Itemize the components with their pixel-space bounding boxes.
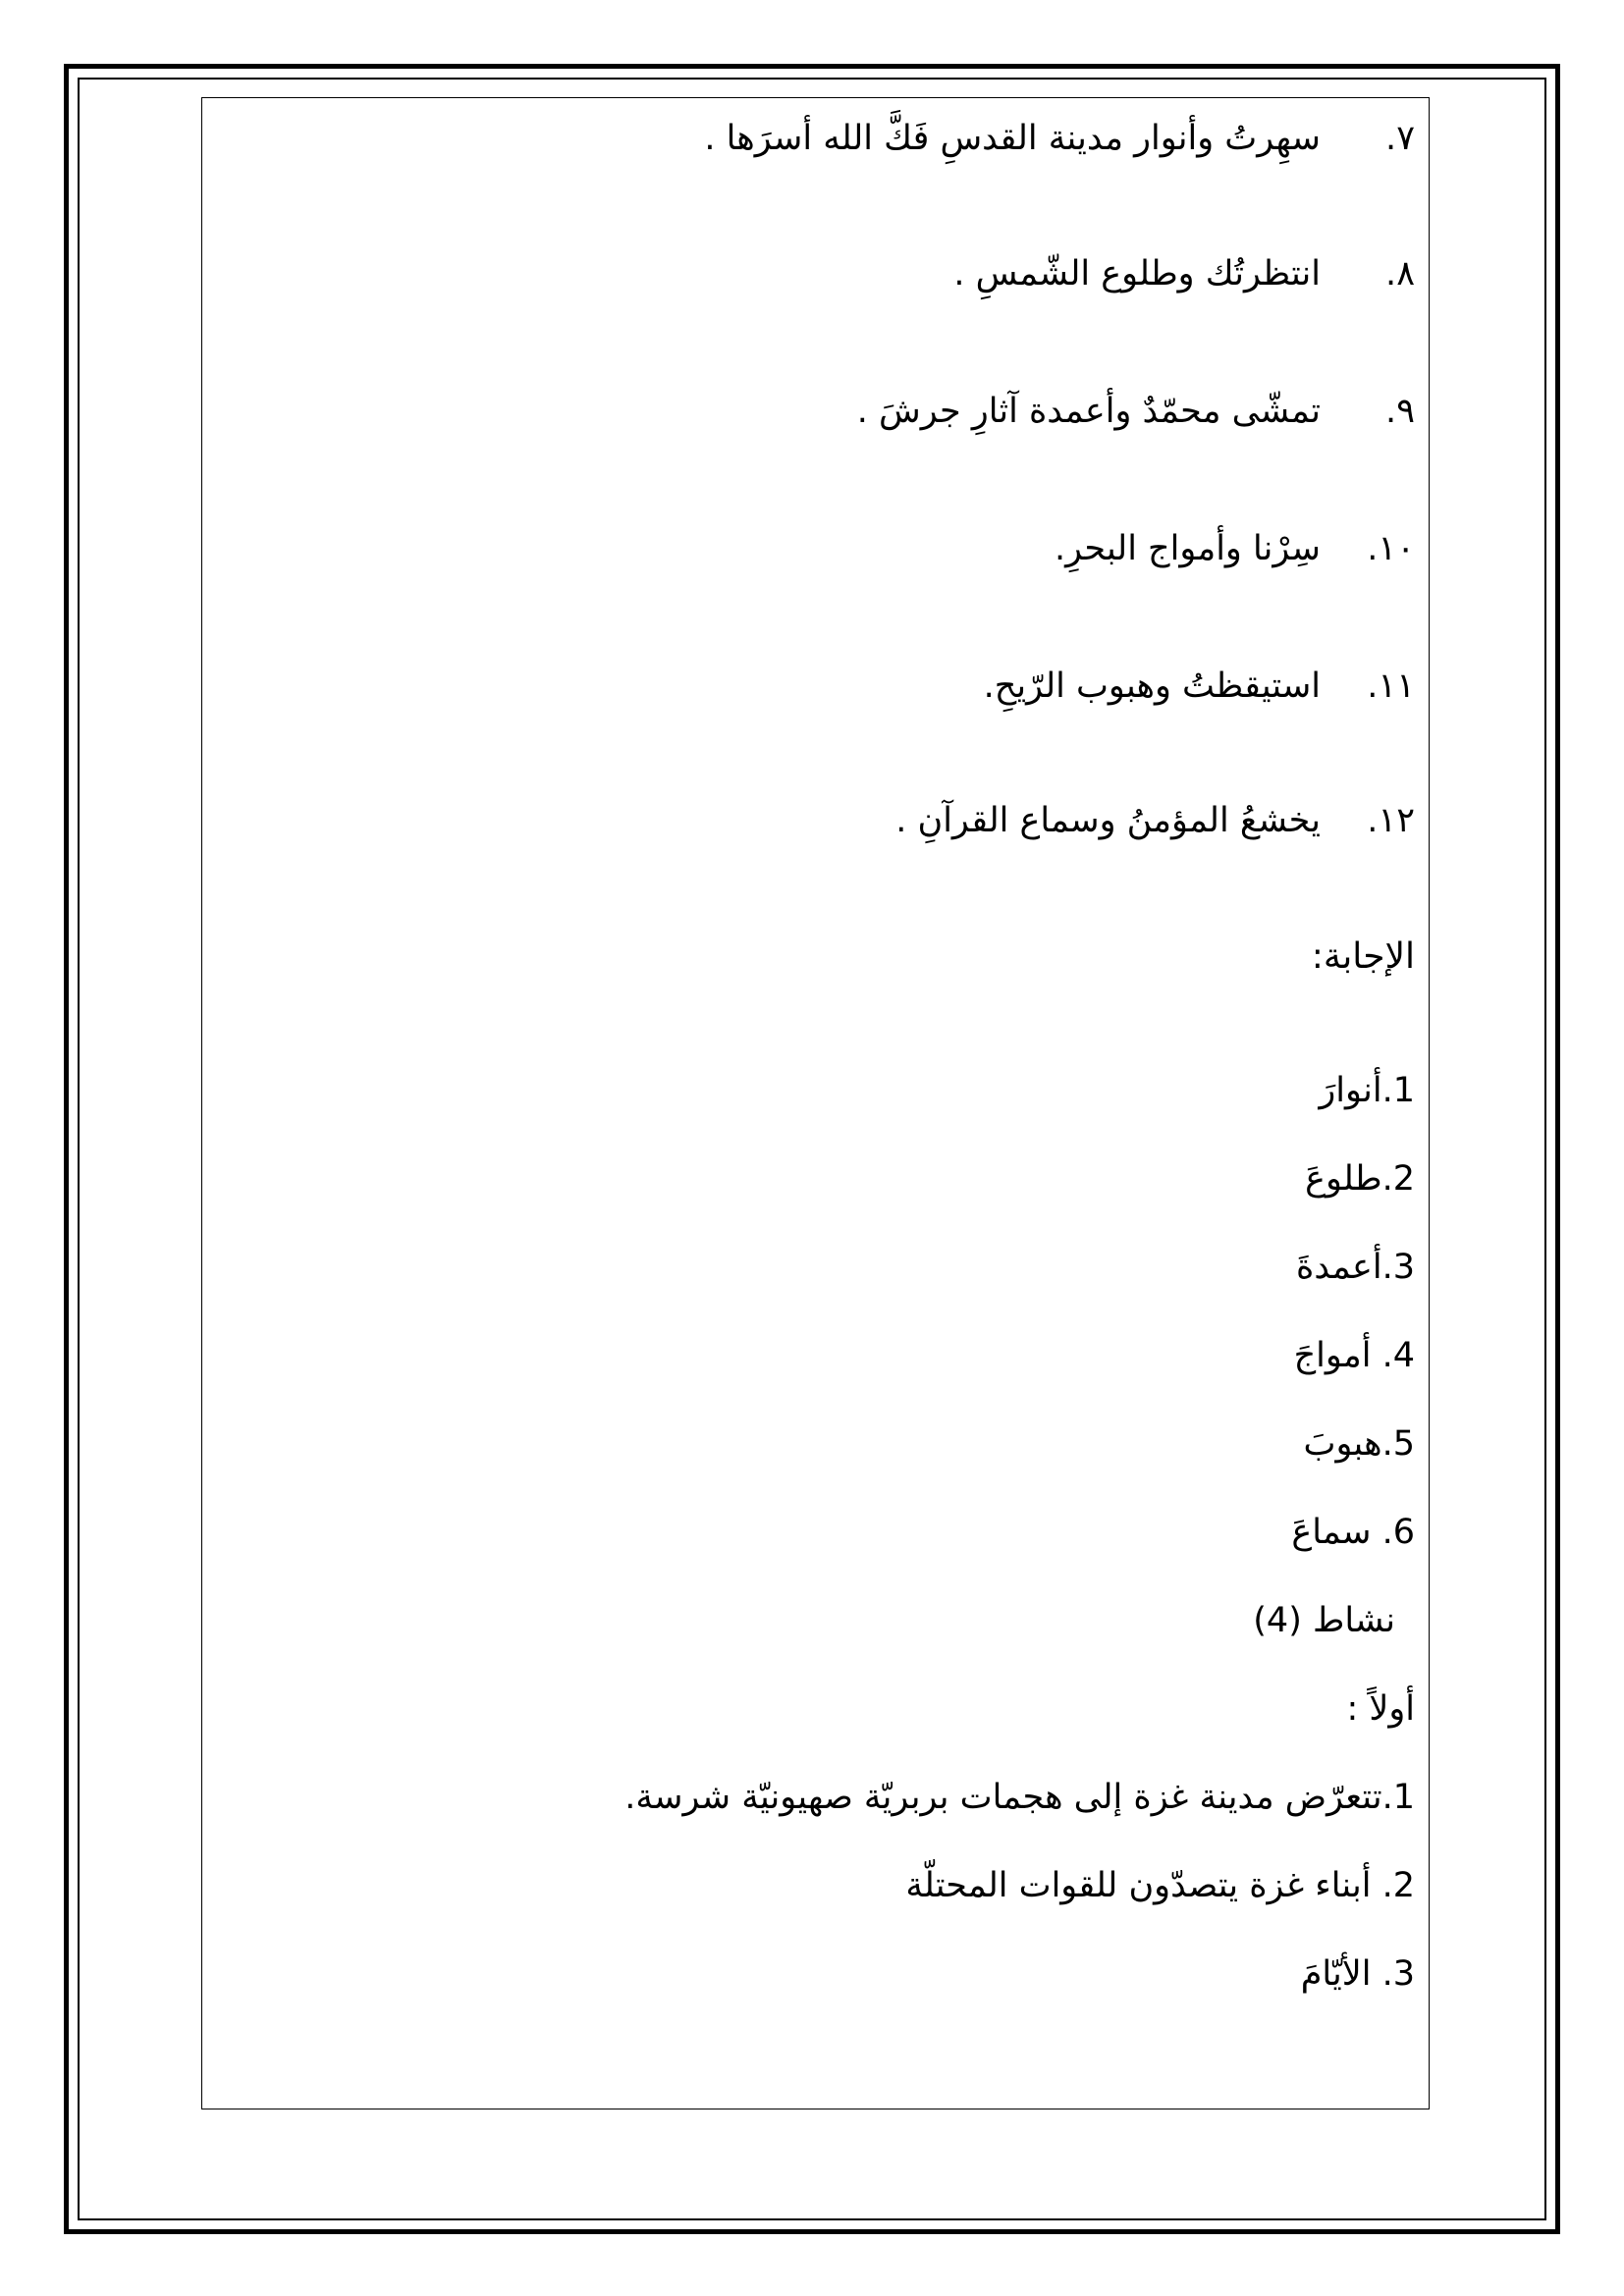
sentence-number: ١٠. xyxy=(1367,529,1415,568)
answer-text: سماعَ xyxy=(1291,1513,1382,1552)
sentence-text: سهِرتُ وأنوار مدينة القدسِ فَكَّ الله أسرَها . xyxy=(704,119,1321,158)
sentence-9 xyxy=(857,389,1415,434)
answer-4 xyxy=(1294,1333,1415,1378)
sentence-text: انتظرتُك وطلوع الشّمسِ . xyxy=(953,254,1321,294)
sentence-text: استيقظتُ وهبوب الرّيحِ. xyxy=(983,667,1321,706)
item-text: أبناء غزة يتصدّون للقوات المحتلّة xyxy=(905,1866,1382,1905)
answer-3 xyxy=(1296,1245,1415,1290)
answer-number: 5. xyxy=(1381,1424,1415,1464)
activity-title xyxy=(1253,1598,1395,1643)
answer-1 xyxy=(1319,1068,1415,1113)
activity-number: (4) xyxy=(1253,1601,1302,1640)
first-item-1 xyxy=(624,1775,1415,1820)
sentence-text: سِرْنا وأمواج البحرِ. xyxy=(1054,529,1321,568)
answer-text: هبوبَ xyxy=(1303,1424,1382,1464)
sentence-number: ١٢. xyxy=(1367,801,1415,840)
answer-6 xyxy=(1291,1510,1415,1555)
activity-label: نشاط xyxy=(1313,1601,1395,1640)
sentence-text: يخشعُ المؤمنُ وسماع القرآنِ . xyxy=(895,801,1321,840)
answer-2 xyxy=(1305,1156,1415,1201)
answers-heading: الإجابة: xyxy=(1311,936,1415,977)
item-text: الأيّامَ xyxy=(1300,1954,1382,1994)
sentence-8 xyxy=(953,251,1415,296)
answer-text: أمواجَ xyxy=(1293,1336,1382,1375)
answer-number: 1. xyxy=(1381,1071,1415,1110)
sentence-10 xyxy=(1055,526,1415,571)
first-heading: أولاً : xyxy=(1346,1689,1415,1729)
answer-text: طلوعَ xyxy=(1305,1159,1382,1199)
item-number: 3. xyxy=(1381,1954,1415,1994)
sentence-number: ٩. xyxy=(1385,392,1415,431)
sentence-11 xyxy=(984,664,1415,709)
item-number: 2. xyxy=(1381,1866,1415,1905)
item-number: 1. xyxy=(1381,1778,1415,1817)
answer-5 xyxy=(1304,1421,1415,1467)
answer-number: 3. xyxy=(1381,1248,1415,1287)
sentence-7 xyxy=(704,116,1415,161)
sentence-number: ٧. xyxy=(1385,119,1415,158)
answer-number: 4. xyxy=(1381,1336,1415,1375)
sentence-text: تمشّى محمّدٌ وأعمدة آثارِ جرشَ . xyxy=(856,392,1321,431)
answer-number: 2. xyxy=(1381,1159,1415,1199)
first-item-2 xyxy=(905,1863,1415,1908)
first-item-3 xyxy=(1301,1951,1415,1997)
answer-text: أنوارَ xyxy=(1319,1071,1382,1110)
answer-text: أعمدةَ xyxy=(1296,1248,1382,1287)
item-text: تتعرّض مدينة غزة إلى هجمات بربريّة صهيونيّة شرسة. xyxy=(624,1778,1382,1817)
answer-number: 6. xyxy=(1381,1513,1415,1552)
sentence-number: ٨. xyxy=(1385,254,1415,294)
sentence-number: ١١. xyxy=(1367,667,1415,706)
sentence-12 xyxy=(895,798,1415,843)
